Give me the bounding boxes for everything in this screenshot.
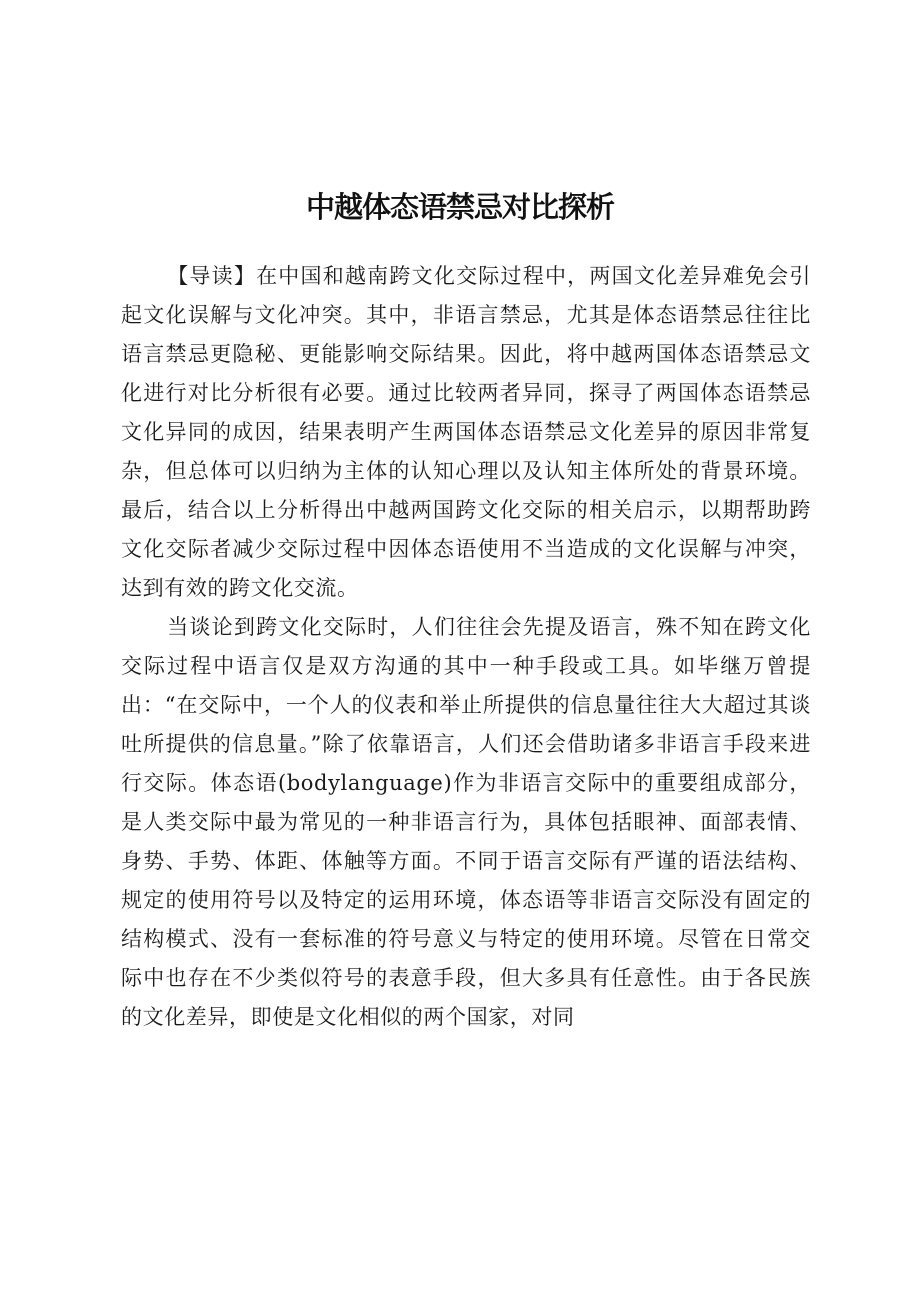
paragraph-introduction: 【导读】在中国和越南跨文化交际过程中，两国文化差异难免会引起文化误解与文化冲突。其中，非语言禁忌，尤其是体态语禁忌往往比语言禁忌更隐秘、更能影响交际结果。因此，将中越两国体态语禁忌文化进行对比分析很有必要。通过比较两者异同，探寻了两国体态语禁忌文化异同的成因，结果表明产生两国体态语禁忌文化差异的原因非常复杂，但总体可以归纳为主体的认知心理以及认知主体所处的背景环境。最后，结合以上分析得出中越两国跨文化交际的相关启示，以期帮助跨文化交际者减少交际过程中因体态语使用不当造成的文化误解与冲突，达到有效的跨文化交流。 — [121, 264, 811, 600]
document-body — [121, 257, 811, 1037]
paragraph-body: 当谈论到跨文化交际时，人们往往会先提及语言，殊不知在跨文化交际过程中语言仅是双方沟通的其中一种手段或工具。如毕继万曾提出：“在交际中，一个人的仪表和举止所提供的信息量往往大大超过其谈吐所提供的信息量。”除了依靠语言，人们还会借助诸多非语言手段来进行交际。体态语(bodylanguage)作为非语言交际中的重要组成部分，是人类交际中最为常见的一种非语言行为，具体包括眼神、面部表情、身势、手势、体距、体触等方面。不同于语言交际有严谨的语法结构、规定的使用符号以及特定的运用环境，体态语等非语言交际没有固定的结构模式、没有一套标准的符号意义与特定的使用环境。尽管在日常交际中也存在不少类似符号的表意手段，但大多具有任意性。由于各民族的文化差异，即使是文化相似的两个国家，对同 — [121, 615, 811, 1029]
document-title: 中越体态语禁忌对比探析 — [305, 190, 614, 225]
